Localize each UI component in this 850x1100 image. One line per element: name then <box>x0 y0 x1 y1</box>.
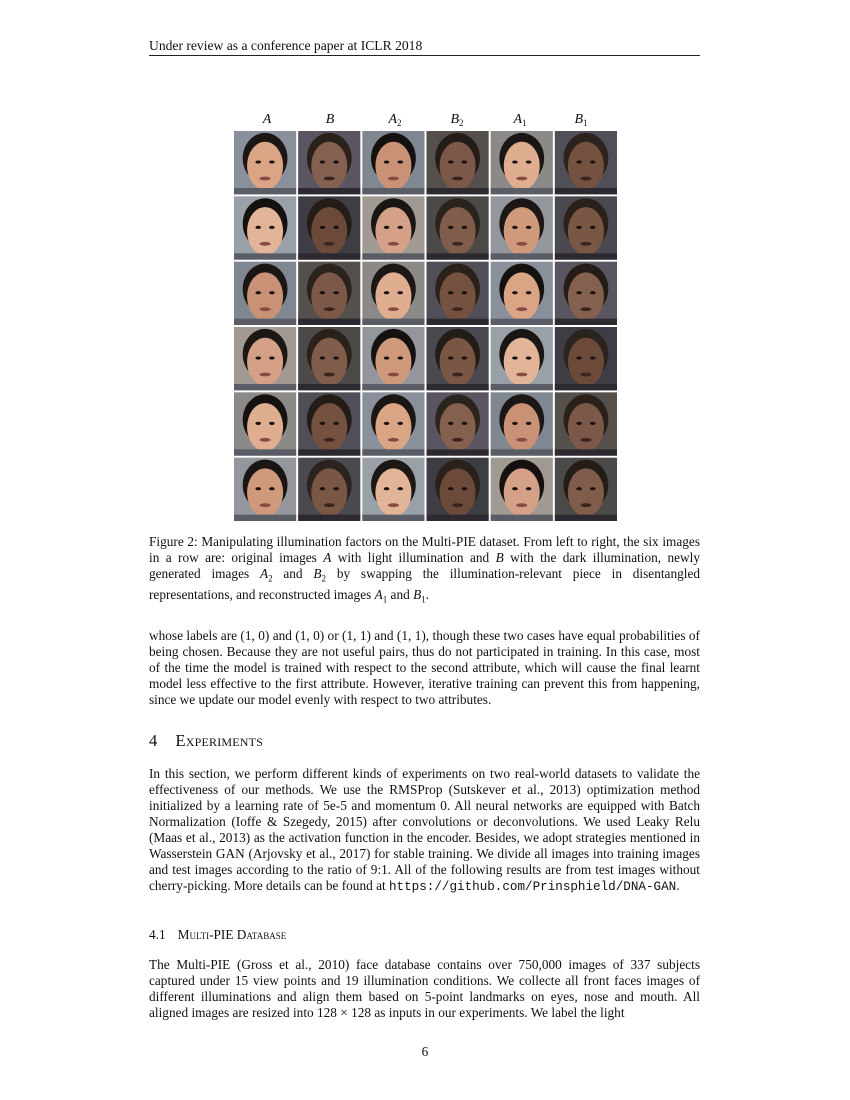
column-label-a: A <box>262 112 272 127</box>
face-thumbnail <box>298 196 360 259</box>
face-thumbnail <box>298 458 360 521</box>
header-rule <box>149 55 700 56</box>
face-thumbnail <box>555 392 617 455</box>
face-thumbnail <box>427 196 489 259</box>
section-heading-experiments: 4 Experiments <box>149 731 264 750</box>
face-thumbnail <box>362 196 424 259</box>
paragraph-experiments: In this section, we perform different kinds of experiments on two real-world datasets to validate the effectiveness of our methods. We use the RMSProp (Sutskever et al., 2013) optimization method initialized by a learning rate of 5e-5 and momentum 0. All neural networks are equipped with Batch Normalization (Ioffe & Szegedy, 2015) after convolutions or deconvolutions. We used Leaky Relu (Maas et al., 2013) as the activation function in the encoder. Besides, we adopt strategies mentioned in Wasserstein GAN (Arjovsky et al., 2017) for stable training. We divide all images into training images and test images according to the ratio of 9:1. All of the following results are from test images without cherry-picking. More details can be found at https://github.com/Prinsphield/DNA-GAN. <box>149 766 700 894</box>
face-thumbnail <box>427 131 489 194</box>
face-thumbnail <box>555 458 617 521</box>
face-thumbnail <box>491 392 553 455</box>
face-thumbnail <box>234 131 296 194</box>
face-thumbnail <box>234 196 296 259</box>
column-label-b2: $B_2$ <box>450 112 464 128</box>
face-thumbnail <box>362 392 424 455</box>
face-thumbnail <box>555 327 617 390</box>
face-thumbnail <box>491 458 553 521</box>
face-thumbnail <box>298 131 360 194</box>
column-label-b: B <box>325 112 335 127</box>
face-image-grid <box>233 130 618 522</box>
face-thumbnail <box>298 392 360 455</box>
face-thumbnail <box>555 131 617 194</box>
page-number: 6 <box>421 1044 429 1059</box>
face-thumbnail <box>234 458 296 521</box>
running-header: Under review as a conference paper at ICLR 2018 <box>149 38 423 53</box>
subsection-heading-multipie: 4.1 Multi-PIE Database <box>149 927 287 942</box>
paragraph-multipie: The Multi-PIE (Gross et al., 2010) face database contains over 750,000 images of 337 subjects captured under 15 view points and 19 illumination conditions. We collecte all front faces images of different illuminations and align them based on 5-point landmarks on eyes, nose and mouth. All aligned images are resized into 128 × 128 as inputs in our experiments. We label the light <box>149 957 700 1020</box>
face-thumbnail <box>362 131 424 194</box>
face-thumbnail <box>491 196 553 259</box>
face-thumbnail <box>234 262 296 325</box>
face-thumbnail <box>362 458 424 521</box>
face-thumbnail <box>491 327 553 390</box>
face-thumbnail <box>427 458 489 521</box>
face-thumbnail <box>491 131 553 194</box>
face-thumbnail <box>555 262 617 325</box>
face-thumbnail <box>427 327 489 390</box>
face-thumbnail <box>234 392 296 455</box>
paragraph-training-note: whose labels are (1, 0) and (1, 0) or (1, 1) and (1, 1), though these two cases have equal probabilities of being chosen. Because they are not useful pairs, thus do not participated in training. In this case, most of the time the model is trained with respect to the second attribute, which will cause the final learnt model less effective to the first attribute. However, iterative training can prevent this from happening, since we update our model evenly with respect to two attributes. <box>149 628 700 707</box>
face-thumbnail <box>555 196 617 259</box>
face-thumbnail <box>362 327 424 390</box>
face-thumbnail <box>427 392 489 455</box>
face-thumbnail <box>298 262 360 325</box>
figure-caption: Figure 2: Manipulating illumination factors on the Multi-PIE dataset. From left to right, the six images in a row are: original images A with light illumination and B with the dark illumination, newly generated images $A_2$ and $B_2$ by swapping the illumination-relevant piece in disentangled representations, and reconstructed images $A_1$ and $B_1$. <box>149 534 700 605</box>
column-label-b1: $B_1$ <box>574 112 588 128</box>
column-label-a1: $A_1$ <box>513 112 527 128</box>
face-thumbnail <box>362 262 424 325</box>
face-thumbnail <box>427 262 489 325</box>
face-thumbnail <box>234 327 296 390</box>
github-link[interactable]: https://github.com/Prinsphield/DNA-GAN <box>389 880 677 894</box>
column-label-a2: $A_2$ <box>388 112 402 128</box>
face-thumbnail <box>491 262 553 325</box>
face-thumbnail <box>298 327 360 390</box>
